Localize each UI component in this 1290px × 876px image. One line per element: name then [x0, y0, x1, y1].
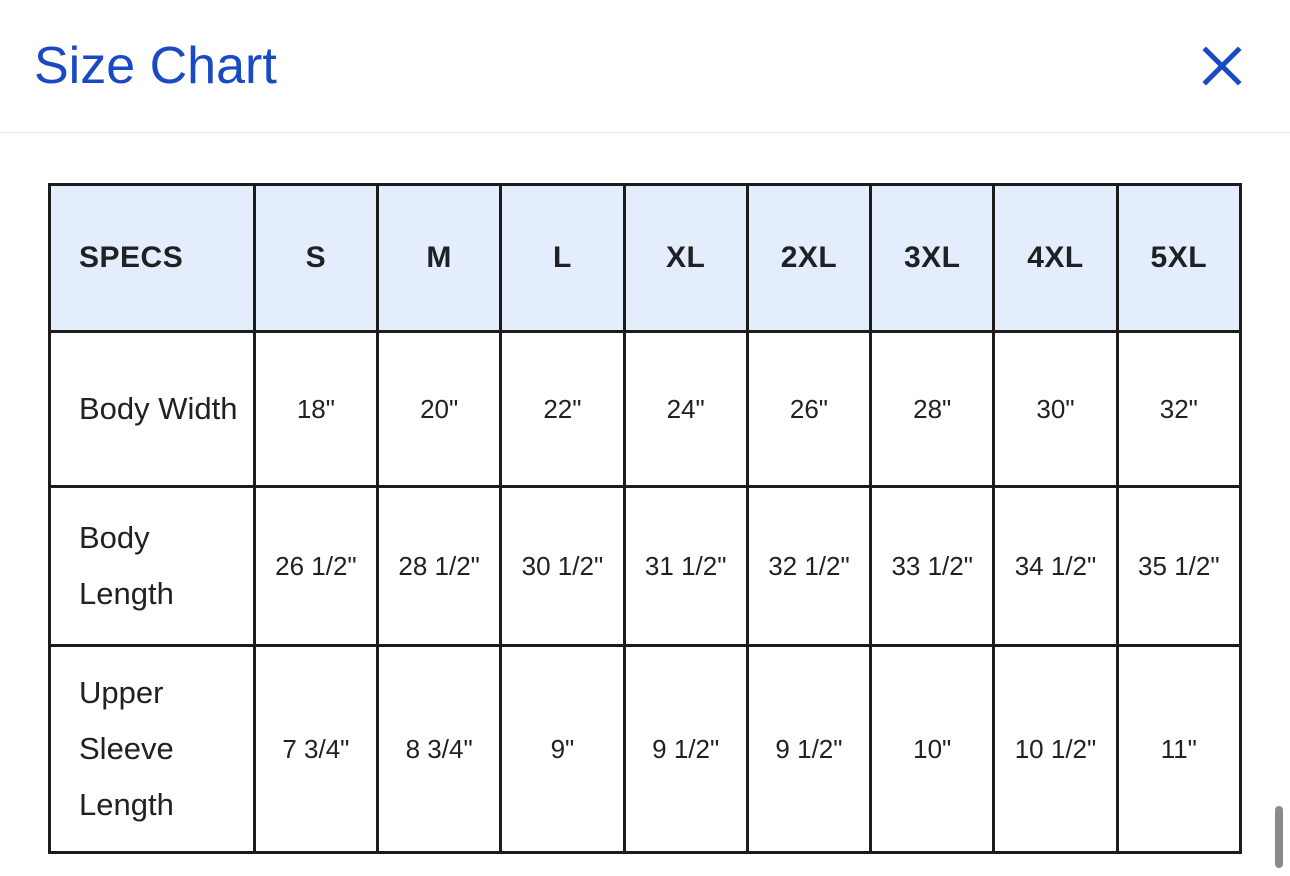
cell-body-length-l: 30 1/2"	[501, 487, 624, 646]
column-header-xl: XL	[624, 185, 747, 332]
cell-sleeve-5xl: 11"	[1117, 646, 1240, 853]
modal-header	[0, 0, 1290, 133]
table-header-row	[50, 185, 1241, 332]
cell-body-width-4xl: 30"	[994, 332, 1117, 487]
cell-sleeve-2xl: 9 1/2"	[747, 646, 870, 853]
modal-body	[0, 133, 1290, 876]
size-chart-table	[48, 183, 1242, 854]
cell-body-width-2xl: 26"	[747, 332, 870, 487]
row-label-body-length: Body Length	[50, 487, 255, 646]
scrollbar-thumb[interactable]	[1275, 806, 1283, 868]
cell-body-width-s: 18"	[254, 332, 377, 487]
cell-body-width-3xl: 28"	[871, 332, 994, 487]
cell-sleeve-s: 7 3/4"	[254, 646, 377, 853]
column-header-4xl: 4XL	[994, 185, 1117, 332]
column-header-2xl: 2XL	[747, 185, 870, 332]
cell-body-length-xl: 31 1/2"	[624, 487, 747, 646]
column-header-5xl: 5XL	[1117, 185, 1240, 332]
cell-body-width-m: 20"	[378, 332, 501, 487]
table-row	[50, 487, 1241, 646]
cell-body-length-2xl: 32 1/2"	[747, 487, 870, 646]
cell-body-length-4xl: 34 1/2"	[994, 487, 1117, 646]
row-label-upper-sleeve-length: Upper Sleeve Length	[50, 646, 255, 853]
column-header-s: S	[254, 185, 377, 332]
row-label-body-width: Body Width	[50, 332, 255, 487]
column-header-specs: SPECS	[50, 185, 255, 332]
cell-sleeve-xl: 9 1/2"	[624, 646, 747, 853]
table-row	[50, 332, 1241, 487]
cell-body-width-5xl: 32"	[1117, 332, 1240, 487]
close-icon-glyph	[1201, 45, 1243, 87]
close-icon[interactable]	[1194, 38, 1250, 94]
cell-sleeve-3xl: 10"	[871, 646, 994, 853]
cell-body-width-l: 22"	[501, 332, 624, 487]
cell-body-length-m: 28 1/2"	[378, 487, 501, 646]
cell-sleeve-l: 9"	[501, 646, 624, 853]
column-header-m: M	[378, 185, 501, 332]
page-title: Size Chart	[34, 37, 277, 95]
cell-sleeve-m: 8 3/4"	[378, 646, 501, 853]
cell-body-length-5xl: 35 1/2"	[1117, 487, 1240, 646]
cell-body-length-s: 26 1/2"	[254, 487, 377, 646]
cell-sleeve-4xl: 10 1/2"	[994, 646, 1117, 853]
cell-body-length-3xl: 33 1/2"	[871, 487, 994, 646]
cell-body-width-xl: 24"	[624, 332, 747, 487]
column-header-3xl: 3XL	[871, 185, 994, 332]
column-header-l: L	[501, 185, 624, 332]
table-row	[50, 646, 1241, 853]
